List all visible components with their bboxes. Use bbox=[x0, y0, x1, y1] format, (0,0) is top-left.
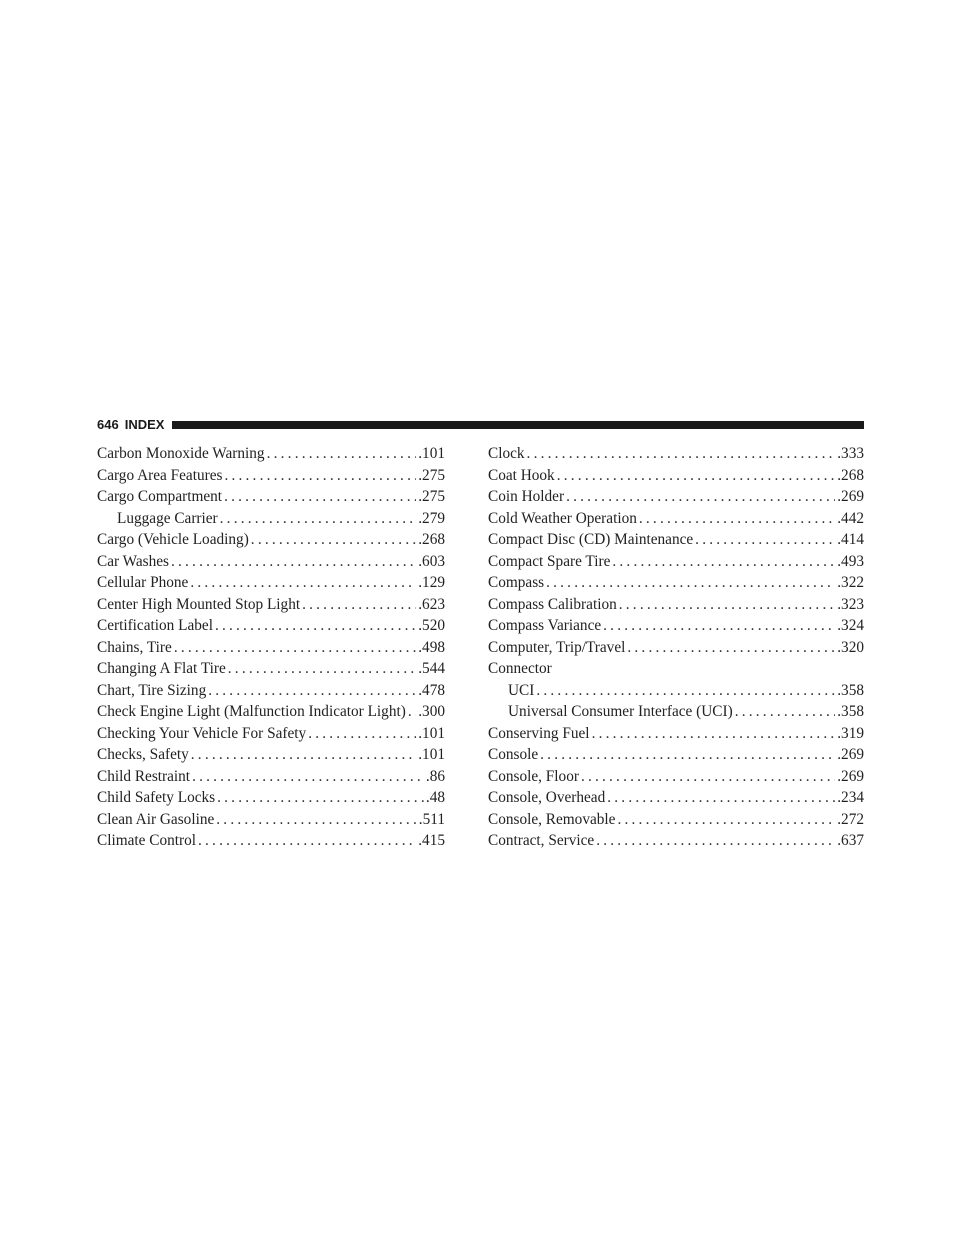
index-page-number: .86 bbox=[425, 767, 445, 785]
index-page-number: .272 bbox=[837, 810, 864, 828]
dot-leader bbox=[191, 744, 416, 766]
index-entry bbox=[97, 658, 445, 680]
index-entry bbox=[488, 508, 864, 530]
index-page-number: .279 bbox=[418, 509, 445, 527]
dot-leader bbox=[224, 465, 416, 487]
dot-leader bbox=[174, 637, 416, 659]
index-term: Clean Air Gasoline bbox=[97, 810, 215, 828]
index-entry bbox=[488, 658, 864, 680]
index-term: Chart, Tire Sizing bbox=[97, 681, 207, 699]
index-term: Child Restraint bbox=[97, 767, 191, 785]
index-entry bbox=[488, 723, 864, 745]
index-entry bbox=[97, 809, 445, 831]
index-entry bbox=[97, 508, 445, 530]
index-term: Universal Consumer Interface (UCI) bbox=[508, 703, 733, 720]
index-term: Compact Disc (CD) Maintenance bbox=[488, 531, 694, 548]
index-entry bbox=[488, 443, 864, 465]
index-entry bbox=[97, 594, 445, 616]
index-term: Computer, Trip/Travel bbox=[488, 638, 626, 656]
index-term: Connector bbox=[488, 660, 552, 677]
index-entry bbox=[488, 615, 864, 637]
index-page-number: .101 bbox=[418, 445, 445, 462]
index-entry bbox=[488, 637, 864, 659]
dot-leader bbox=[208, 680, 416, 702]
index-term: Chains, Tire bbox=[97, 638, 172, 656]
index-entry bbox=[97, 744, 445, 766]
dot-leader bbox=[639, 508, 835, 530]
index-page-number: .498 bbox=[418, 638, 445, 656]
index-page-number: .623 bbox=[418, 595, 445, 613]
dot-leader bbox=[607, 787, 835, 809]
index-column-right bbox=[488, 443, 864, 852]
dot-leader bbox=[267, 443, 417, 465]
index-entry bbox=[488, 744, 864, 766]
dot-leader bbox=[617, 809, 835, 831]
dot-leader bbox=[228, 658, 416, 680]
index-page-number: .603 bbox=[418, 552, 445, 570]
index-page-number: .324 bbox=[837, 617, 864, 634]
index-entry bbox=[97, 529, 445, 551]
index-page-number: .520 bbox=[418, 617, 445, 634]
dot-leader bbox=[215, 615, 416, 637]
index-entry bbox=[97, 830, 445, 852]
dot-leader bbox=[627, 637, 835, 659]
index-entry bbox=[488, 594, 864, 616]
index-page-number: .275 bbox=[418, 466, 445, 484]
dot-leader bbox=[540, 744, 835, 766]
index-page-number: .101 bbox=[418, 724, 445, 742]
dot-leader bbox=[220, 508, 417, 530]
dot-leader bbox=[603, 615, 835, 637]
dot-leader bbox=[596, 830, 835, 852]
dot-leader bbox=[224, 486, 416, 508]
index-entry bbox=[488, 680, 864, 702]
index-entry bbox=[488, 787, 864, 809]
index-term: Conserving Fuel bbox=[488, 724, 590, 742]
index-entry bbox=[488, 572, 864, 594]
dot-leader bbox=[592, 723, 836, 745]
index-term: Climate Control bbox=[97, 832, 196, 849]
index-entry bbox=[97, 723, 445, 745]
dot-leader bbox=[251, 529, 416, 551]
index-term: Cold Weather Operation bbox=[488, 509, 637, 527]
index-column-left bbox=[97, 443, 445, 852]
index-term: Cargo Compartment bbox=[97, 488, 223, 505]
index-term: Console, Floor bbox=[488, 767, 579, 785]
dot-leader bbox=[619, 594, 835, 616]
dot-leader bbox=[408, 701, 416, 723]
index-term: Contract, Service bbox=[488, 832, 595, 849]
dot-leader bbox=[581, 766, 835, 788]
index-term: Compass bbox=[488, 574, 545, 591]
page-header bbox=[97, 416, 864, 434]
dot-leader bbox=[190, 572, 416, 594]
dot-leader bbox=[557, 465, 836, 487]
index-term: Compass Calibration bbox=[488, 595, 617, 613]
index-page-number: .442 bbox=[837, 509, 864, 527]
index-term: Compass Variance bbox=[488, 617, 602, 634]
index-entry bbox=[97, 680, 445, 702]
index-term: Coat Hook bbox=[488, 466, 555, 484]
index-entry bbox=[97, 637, 445, 659]
index-page-number: .544 bbox=[418, 660, 445, 677]
index-page-number: .358 bbox=[837, 703, 864, 720]
dot-leader bbox=[695, 529, 835, 551]
index-page-number: .275 bbox=[418, 488, 445, 505]
index-page-number: .101 bbox=[418, 746, 445, 763]
index-entry bbox=[97, 443, 445, 465]
index-page-number: .269 bbox=[837, 767, 864, 785]
dot-leader bbox=[198, 830, 416, 852]
dot-leader bbox=[546, 572, 835, 594]
index-entry bbox=[488, 830, 864, 852]
dot-leader bbox=[536, 680, 835, 702]
index-entry bbox=[488, 529, 864, 551]
index-term: Cellular Phone bbox=[97, 574, 189, 591]
index-entry bbox=[488, 551, 864, 573]
dot-leader bbox=[612, 551, 835, 573]
index-term: Check Engine Light (Malfunction Indicator Light) bbox=[97, 703, 406, 720]
page-number: 646 bbox=[97, 417, 119, 432]
index-page-number: .319 bbox=[837, 724, 864, 742]
index-page-number: .300 bbox=[418, 703, 445, 720]
dot-leader bbox=[216, 809, 417, 831]
index-term: Coin Holder bbox=[488, 488, 565, 505]
index-term: Carbon Monoxide Warning bbox=[97, 445, 265, 462]
index-page-number: .269 bbox=[837, 488, 864, 505]
index-term: Cargo (Vehicle Loading) bbox=[97, 531, 249, 548]
index-entry bbox=[97, 787, 445, 809]
index-page-number: .415 bbox=[418, 832, 445, 849]
index-term: Changing A Flat Tire bbox=[97, 660, 226, 677]
index-entry bbox=[97, 551, 445, 573]
index-term: Child Safety Locks bbox=[97, 789, 216, 806]
index-page-number: .269 bbox=[837, 746, 864, 763]
index-page-number: .129 bbox=[418, 574, 445, 591]
index-page-number: .358 bbox=[837, 681, 864, 699]
index-page-number: .637 bbox=[837, 832, 864, 849]
dot-leader bbox=[735, 701, 836, 723]
dot-leader bbox=[302, 594, 416, 616]
dot-leader bbox=[566, 486, 835, 508]
index-term: Checking Your Vehicle For Safety bbox=[97, 724, 307, 742]
index-term: Car Washes bbox=[97, 552, 169, 570]
index-term: Console, Overhead bbox=[488, 789, 606, 806]
index-entry bbox=[488, 486, 864, 508]
index-page-number: .268 bbox=[418, 531, 445, 548]
index-term: Certification Label bbox=[97, 617, 213, 634]
dot-leader bbox=[171, 551, 416, 573]
index-page-number: .511 bbox=[418, 810, 445, 828]
index-term: Console bbox=[488, 746, 539, 763]
dot-leader bbox=[192, 766, 424, 788]
index-term: Console, Removable bbox=[488, 810, 616, 828]
index-entry bbox=[97, 486, 445, 508]
index-page-number: .322 bbox=[837, 574, 864, 591]
index-term: Checks, Safety bbox=[97, 746, 189, 763]
index-term: Clock bbox=[488, 445, 525, 462]
index-term: UCI bbox=[508, 681, 535, 699]
index-entry bbox=[97, 701, 445, 723]
dot-leader bbox=[308, 723, 416, 745]
header-rule bbox=[172, 421, 864, 429]
page-title: INDEX bbox=[124, 417, 165, 432]
index-term: Center High Mounted Stop Light bbox=[97, 595, 301, 613]
dot-leader bbox=[527, 443, 836, 465]
index-page-number: .48 bbox=[425, 789, 445, 806]
index-page-number: .414 bbox=[837, 531, 864, 548]
index-page-number: .493 bbox=[837, 552, 864, 570]
index-entry bbox=[97, 572, 445, 594]
index-entry bbox=[97, 465, 445, 487]
index-term: Cargo Area Features bbox=[97, 466, 223, 484]
index-page-number: .478 bbox=[418, 681, 445, 699]
index-page-number: .268 bbox=[837, 466, 864, 484]
index-page-number: .234 bbox=[837, 789, 864, 806]
index-page-number: .323 bbox=[837, 595, 864, 613]
index-entry bbox=[488, 766, 864, 788]
index-term: Luggage Carrier bbox=[117, 509, 218, 527]
dot-leader bbox=[217, 787, 424, 809]
index-term: Compact Spare Tire bbox=[488, 552, 611, 570]
index-entry bbox=[97, 615, 445, 637]
index-entry bbox=[488, 809, 864, 831]
index-page-number: .333 bbox=[837, 445, 864, 462]
index-page-number: .320 bbox=[837, 638, 864, 656]
index-entry bbox=[488, 465, 864, 487]
index-entry bbox=[97, 766, 445, 788]
index-entry bbox=[488, 701, 864, 723]
